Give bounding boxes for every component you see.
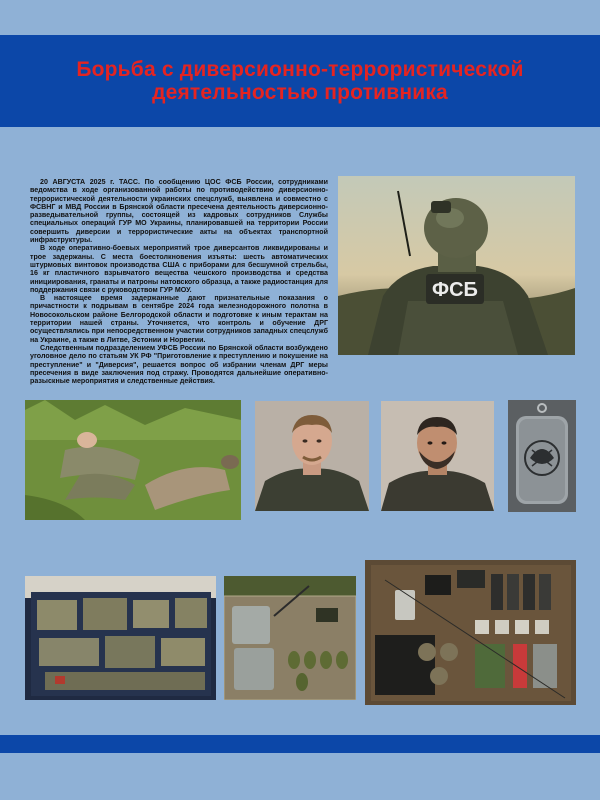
dog-tag-illustration	[508, 400, 576, 512]
poster-title-line-2: деятельностью противника	[152, 81, 448, 104]
tactical-gear-illustration	[25, 576, 216, 700]
footer-band	[0, 735, 600, 753]
dog-tag-photo	[508, 400, 576, 512]
article-paragraph-3: В настоящее время задержанные дают признательные показания о причастности к подрывам в сентябре 2024 года железнодорожного полотна в Новосокольском районе Белгородской области и подготовке к иным терактам на территории нашей страны. Уточняется, что контроль и обучение ДРГ осуществлялись при непосредственном участии сотрудников западных спецслужб на Украине, а также в Литве, Эстонии и Норвегии.	[30, 294, 328, 344]
grass-field-illustration	[25, 400, 241, 520]
article-paragraph-2: В ходе оперативно-боевых мероприятий трое диверсантов ликвидированы и трое задержаны. С места боестолкновения изъяты: шесть автоматических штурмовых винтовок производства США с приборами для бесшумной стрельбы, 16 кг пластичного взрывчатого вещества чешского производства и средства инициирования, гранаты и патроны натовского образца, а также радиостанция для поддержания связи с руководством ГУР МОУ.	[30, 244, 328, 294]
explosives-illustration	[224, 576, 356, 700]
article-paragraph-4: Следственным подразделением УФСБ России по Брянской области возбуждено уголовное дело по статьям УК РФ "Приготовление к преступлению и покушение на преступление" и "Диверсия", решается вопрос об избрании членам ДРГ меры пресечения в виде заключения под стражу. Проводятся дальнейшие оперативно-разыскные мероприятия и следственные действия.	[30, 343, 328, 386]
seized-equipment-photo	[365, 560, 576, 705]
fsb-operative-illustration	[338, 176, 575, 355]
fsb-operative-photo	[338, 176, 575, 355]
fsb-patch-text: ФСБ	[432, 279, 478, 301]
top-stripe	[0, 0, 600, 35]
bottom-stripe	[0, 753, 600, 800]
news-article	[30, 178, 328, 385]
detainee-2-illustration	[381, 401, 494, 511]
poster-header	[0, 35, 600, 127]
poster-title-line-1: Борьба с диверсионно-террористической	[76, 58, 524, 81]
article-paragraph-1: 20 АВГУСТА 2025 г. ТАСС. По сообщению ЦОС ФСБ России, сотрудниками ведомства в ходе организованной работы по противодействию диверсионно-террористической деятельности украинских спецслужб, выявлена и совместно с ФСВНГ и МВД России в Брянской области пресечена деятельность диверсионно-разведывательной группы, состоящей из кадровых сотрудников Службы специальных операций ГУР МО Украины, планировавшей на территории России совершить диверсии и террористические акты на объектах транспортной инфраструктуры.	[30, 178, 328, 245]
seized-explosives-photo	[224, 576, 356, 700]
detainee-1-illustration	[255, 401, 369, 511]
detainee-2-photo	[381, 401, 494, 511]
seized-gear-photo	[25, 576, 216, 700]
detainee-1-photo	[255, 401, 369, 511]
equipment-illustration	[365, 560, 576, 705]
eliminated-saboteurs-photo	[25, 400, 241, 520]
